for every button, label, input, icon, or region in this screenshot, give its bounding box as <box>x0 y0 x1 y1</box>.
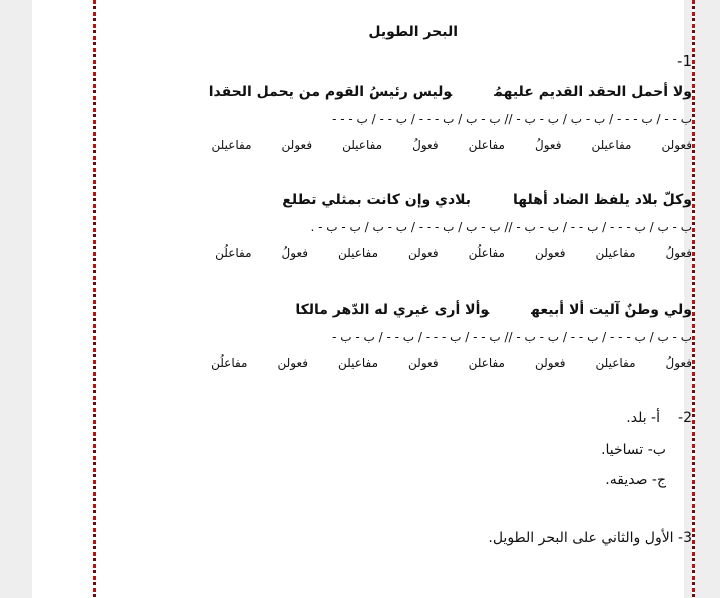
question-2-answer-a <box>626 410 692 426</box>
document-page <box>32 0 692 598</box>
foot: مفاعيلن <box>595 246 636 260</box>
question-3-answer: 3- الأول والثاني على البحر الطويل. <box>488 530 692 546</box>
question-2-answer-c: ج- صديقه. <box>605 472 666 488</box>
foot: فعولن <box>661 138 692 152</box>
verse-1-hemistich-2: وليس رئيسُ القوم من يحمل الحقدا <box>208 84 453 100</box>
document-title: البحر الطويل <box>368 24 458 40</box>
question-1-number: 1- <box>677 52 692 70</box>
foot: فعولُ <box>665 246 692 260</box>
verse-2-hemistich-2: بلادي وإن كانت بمثلي تطلع <box>282 192 472 208</box>
verse-3 <box>295 302 692 318</box>
foot: مفاعلُن <box>468 246 505 260</box>
foot: مفاعلن <box>468 356 505 370</box>
foot: فعولُ <box>534 138 562 152</box>
foot: مفاعيلن <box>338 246 379 260</box>
question-2-answer-b: ب- تساخيا. <box>601 442 666 458</box>
foot: فعولُ <box>665 356 692 370</box>
verse-1-hemistich-1: ولا أحمل الحقد القديم عليهمُ <box>494 84 692 100</box>
page-content <box>96 0 692 598</box>
verse-1-scansion: ب - - / ب - - - / ب - ب / ب - ب - // ب - ب / ب - - - / ب - - / ب - - - <box>332 112 692 126</box>
foot: فعولن <box>534 356 566 370</box>
foot: فعولن <box>534 246 566 260</box>
verse-2-feet <box>185 246 692 260</box>
verse-3-scansion: ب - ب / ب - - - / ب - - / ب - ب - // ب - - / ب - - - / ب - - / ب - ب - <box>332 330 692 344</box>
verse-1 <box>209 84 692 100</box>
verse-3-hemistich-1: ولي وطنٌ آليت ألا أبيعه <box>531 302 692 318</box>
page-border-right <box>692 0 695 598</box>
question-2-number: 2- <box>678 410 692 426</box>
verse-1-feet <box>182 138 693 152</box>
verse-3-hemistich-2: وألا أرى غيري له الدّهر مالكا <box>295 302 490 318</box>
foot: مفاعيلن <box>338 356 379 370</box>
answer-a: أ- بلد. <box>626 410 661 426</box>
foot: مفاعيلن <box>342 138 383 152</box>
verse-2-scansion: ب - ب / ب - - - / ب - - / ب - ب - // ب - ب / ب - - - / ب - ب / ب - ب - . <box>310 220 692 234</box>
foot: مفاعيلن <box>211 138 252 152</box>
foot: فعولُ <box>281 246 308 260</box>
foot: فعولن <box>281 138 313 152</box>
foot: فعولُ <box>412 138 439 152</box>
foot: مفاعيلن <box>595 356 636 370</box>
foot: فعولن <box>277 356 308 370</box>
verse-2-hemistich-1: وكلّ بلاد يلفظ الضاد أهلها <box>513 192 692 208</box>
verse-3-feet <box>181 356 692 370</box>
foot: فعولن <box>408 356 439 370</box>
foot: مفاعلن <box>468 138 505 152</box>
foot: مفاعلُن <box>215 246 252 260</box>
verse-2 <box>282 192 692 208</box>
foot: فعولن <box>408 246 439 260</box>
foot: مفاعلُن <box>211 356 248 370</box>
foot: مفاعيلن <box>591 138 632 152</box>
